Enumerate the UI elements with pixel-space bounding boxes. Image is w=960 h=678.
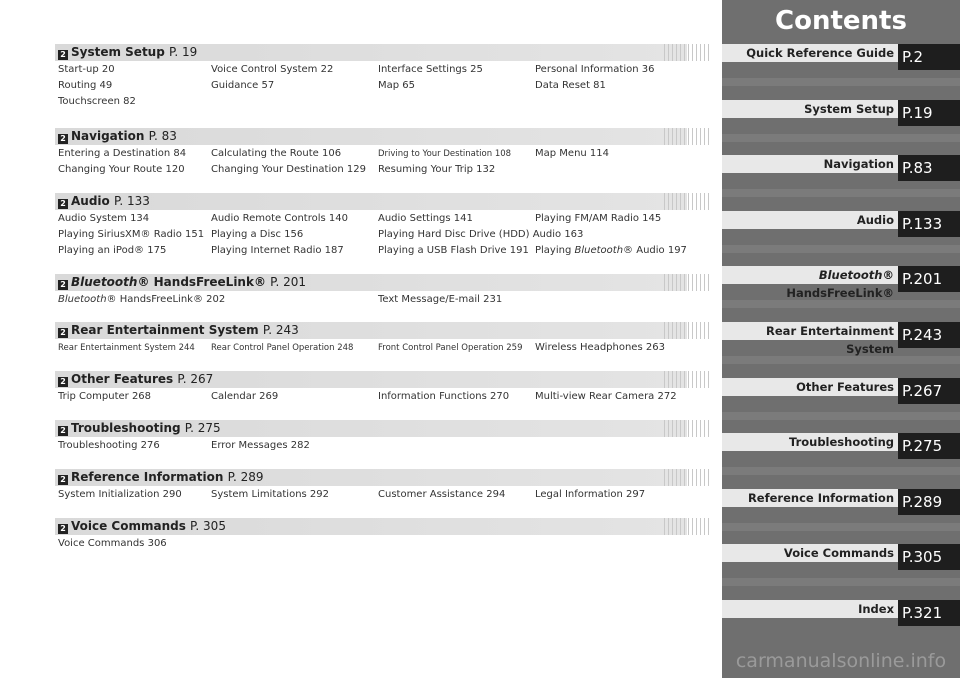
- section-header[interactable]: [55, 44, 687, 61]
- sidebar-tab-label: System Setup: [722, 100, 898, 118]
- decorative-stripes: [664, 322, 709, 339]
- section-navigation: [55, 128, 687, 178]
- decorative-stripes: [664, 518, 709, 535]
- sidebar-divider: [722, 134, 960, 142]
- sidebar-divider: [722, 523, 960, 531]
- sidebar-tab-page: P.275: [898, 433, 960, 459]
- toc-link[interactable]: Calculating the Route 106: [211, 148, 342, 159]
- toc-link[interactable]: Start-up 20: [58, 64, 115, 75]
- section-header[interactable]: [55, 193, 687, 210]
- sidebar-divider: [722, 356, 960, 364]
- toc-link[interactable]: Wireless Headphones 263: [535, 342, 665, 353]
- section-title: Other Features: [71, 372, 174, 386]
- toc-link[interactable]: Audio System 134: [58, 213, 150, 224]
- toc-link[interactable]: Resuming Your Trip 132: [378, 164, 496, 175]
- list-row: [55, 94, 687, 110]
- sidebar-tab-page: P.19: [898, 100, 960, 126]
- section-title: Voice Commands: [71, 519, 186, 533]
- section-troubleshooting: [55, 420, 687, 454]
- link-arrow-icon: 2: [58, 377, 68, 387]
- toc-link[interactable]: Changing Your Route 120: [58, 164, 185, 175]
- toc-link[interactable]: Personal Information 36: [535, 64, 655, 75]
- toc-link[interactable]: Data Reset 81: [535, 80, 606, 91]
- sidebar-tab-page: P.305: [898, 544, 960, 570]
- section-page: P. 201: [270, 275, 307, 289]
- section-title: Reference Information: [71, 470, 224, 484]
- list-row: [55, 78, 687, 94]
- toc-link[interactable]: Guidance 57: [211, 80, 275, 91]
- list-row: [55, 62, 687, 78]
- sidebar-tab-page: P.201: [898, 266, 960, 292]
- section-rear-entertainment: [55, 322, 687, 356]
- sidebar-divider: [722, 578, 960, 586]
- list-row: [55, 438, 687, 454]
- toc-link[interactable]: Front Control Panel Operation 259: [378, 343, 523, 353]
- section-reference-information: [55, 469, 687, 503]
- sidebar-tab-label: Quick Reference Guide: [722, 44, 898, 62]
- section-page: P. 83: [148, 129, 177, 143]
- sidebar-tab-label: Troubleshooting: [722, 433, 898, 451]
- toc-link[interactable]: Voice Control System 22: [211, 64, 334, 75]
- decorative-stripes: [664, 469, 709, 486]
- link-arrow-icon: 2: [58, 328, 68, 338]
- link-arrow-icon: 2: [58, 199, 68, 209]
- link-arrow-icon: 2: [58, 426, 68, 436]
- sidebar-tab-label: Audio: [722, 211, 898, 229]
- sidebar-divider: [722, 300, 960, 308]
- toc-link[interactable]: Routing 49: [58, 80, 113, 91]
- toc-link[interactable]: Touchscreen 82: [58, 96, 136, 107]
- sidebar-tab-label: Index: [722, 600, 898, 618]
- toc-link[interactable]: Troubleshooting 276: [58, 440, 160, 451]
- section-title: System Setup: [71, 45, 165, 59]
- section-title: Bluetooth® HandsFreeLink®: [71, 275, 266, 289]
- watermark: carmanualsonline.info: [735, 650, 947, 672]
- toc-link[interactable]: Error Messages 282: [211, 440, 310, 451]
- section-page: P. 289: [227, 470, 264, 484]
- contents-sidebar: [722, 0, 960, 678]
- section-header[interactable]: [55, 371, 687, 388]
- toc-link[interactable]: Multi-view Rear Camera 272: [535, 391, 677, 402]
- toc-link[interactable]: Playing Bluetooth® Audio 197: [535, 245, 687, 256]
- section-page: P. 133: [113, 194, 150, 208]
- toc-link[interactable]: System Initialization 290: [58, 489, 182, 500]
- toc-link[interactable]: Bluetooth® HandsFreeLink® 202: [58, 294, 226, 305]
- sidebar-tab-quick-reference-guide[interactable]: [722, 44, 960, 70]
- sidebar-tab-bluetooth[interactable]: [722, 266, 960, 301]
- sidebar-tab-page: P.133: [898, 211, 960, 237]
- toc-link[interactable]: Calendar 269: [211, 391, 279, 402]
- section-header[interactable]: [55, 322, 687, 339]
- sidebar-tab-page: P.2: [898, 44, 960, 70]
- toc-link[interactable]: Trip Computer 268: [58, 391, 152, 402]
- page-title: Contents: [775, 6, 907, 36]
- toc-link[interactable]: Customer Assistance 294: [378, 489, 506, 500]
- toc-link[interactable]: Interface Settings 25: [378, 64, 483, 75]
- toc-link[interactable]: Changing Your Destination 129: [211, 164, 366, 175]
- sidebar-tab-troubleshooting[interactable]: [722, 433, 960, 459]
- toc-link[interactable]: Playing SiriusXM® Radio 151: [58, 229, 205, 240]
- list-row: [55, 292, 687, 308]
- sidebar-tab-other-features[interactable]: [722, 378, 960, 404]
- section-audio: [55, 193, 687, 259]
- toc-link[interactable]: Playing Internet Radio 187: [211, 245, 344, 256]
- sidebar-tab-page: P.321: [898, 600, 960, 626]
- section-page: P. 305: [190, 519, 226, 533]
- sidebar-tab-rear-entertainment-system[interactable]: [722, 322, 960, 356]
- list-row: [55, 340, 687, 356]
- section-title: Rear Entertainment System: [71, 323, 259, 337]
- decorative-stripes: [664, 193, 709, 210]
- section-other-features: [55, 371, 687, 405]
- list-row: [55, 389, 687, 405]
- section-page: P. 267: [177, 372, 214, 386]
- sidebar-divider: [722, 412, 960, 420]
- toc-link[interactable]: Map Menu 114: [535, 148, 610, 159]
- sidebar-tab-label: Navigation: [722, 155, 898, 173]
- toc-link[interactable]: Rear Entertainment System 244: [58, 343, 195, 353]
- section-header[interactable]: [55, 518, 687, 535]
- decorative-stripes: [664, 371, 709, 388]
- section-voice-commands: [55, 518, 687, 552]
- toc-link[interactable]: Playing FM/AM Radio 145: [535, 213, 662, 224]
- section-title: Audio: [71, 194, 110, 208]
- section-title: Navigation: [71, 129, 145, 143]
- list-row: [55, 227, 687, 243]
- sidebar-divider: [722, 78, 960, 86]
- list-row: [55, 487, 687, 503]
- sidebar-divider: [722, 245, 960, 253]
- section-system-setup: [55, 44, 687, 110]
- toc-link[interactable]: Driving to Your Destination 108: [378, 149, 512, 159]
- sidebar-tab-label: Other Features: [722, 378, 898, 396]
- link-arrow-icon: 2: [58, 524, 68, 534]
- toc-link[interactable]: Playing Hard Disc Drive (HDD) Audio 163: [378, 229, 584, 240]
- list-row: [55, 243, 687, 259]
- list-row: [55, 536, 687, 552]
- sidebar-tab-index[interactable]: [722, 600, 960, 626]
- section-header[interactable]: [55, 469, 687, 486]
- sidebar-tab-system-setup[interactable]: [722, 100, 960, 126]
- link-arrow-icon: 2: [58, 475, 68, 485]
- toc-link[interactable]: Playing an iPod® 175: [58, 245, 167, 256]
- section-header[interactable]: [55, 420, 687, 437]
- toc-link[interactable]: Audio Settings 141: [378, 213, 473, 224]
- toc-link[interactable]: Entering a Destination 84: [58, 148, 187, 159]
- toc-link[interactable]: Voice Commands 306: [58, 538, 167, 549]
- sidebar-tab-reference-information[interactable]: [722, 489, 960, 515]
- decorative-stripes: [664, 128, 709, 145]
- link-arrow-icon: 2: [58, 280, 68, 290]
- list-row: [55, 146, 687, 162]
- link-arrow-icon: 2: [58, 50, 68, 60]
- sidebar-tab-audio[interactable]: [722, 211, 960, 237]
- sidebar-divider: [722, 189, 960, 197]
- decorative-stripes: [664, 44, 709, 61]
- sidebar-tab-page: P.83: [898, 155, 960, 181]
- toc-link[interactable]: Audio Remote Controls 140: [211, 213, 348, 224]
- toc-link[interactable]: Rear Control Panel Operation 248: [211, 343, 354, 353]
- sidebar-tab-page: P.267: [898, 378, 960, 404]
- list-row: [55, 162, 687, 178]
- decorative-stripes: [664, 420, 709, 437]
- section-header[interactable]: [55, 274, 687, 291]
- link-arrow-icon: 2: [58, 134, 68, 144]
- sidebar-tab-page: P.243: [898, 322, 960, 348]
- decorative-stripes: [664, 274, 709, 291]
- toc-link[interactable]: Playing a Disc 156: [211, 229, 304, 240]
- sidebar-tab-voice-commands[interactable]: [722, 544, 960, 570]
- section-page: P. 275: [184, 421, 221, 435]
- toc-link[interactable]: Information Functions 270: [378, 391, 510, 402]
- sidebar-tab-label: Rear Entertainment System: [722, 322, 898, 340]
- list-row: [55, 211, 687, 227]
- section-bluetooth: [55, 274, 687, 308]
- toc-link[interactable]: Text Message/E-mail 231: [378, 294, 503, 305]
- sidebar-tab-navigation[interactable]: [722, 155, 960, 181]
- section-page: P. 19: [169, 45, 198, 59]
- sidebar-tab-page: P.289: [898, 489, 960, 515]
- section-header[interactable]: [55, 128, 687, 145]
- toc-link[interactable]: System Limitations 292: [211, 489, 330, 500]
- sidebar-tab-label: Voice Commands: [722, 544, 898, 562]
- sidebar-tab-label: Bluetooth® HandsFreeLink®: [722, 266, 898, 284]
- toc-link[interactable]: Playing a USB Flash Drive 191: [378, 245, 529, 256]
- section-title: Troubleshooting: [71, 421, 181, 435]
- section-page: P. 243: [262, 323, 299, 337]
- toc-link[interactable]: Legal Information 297: [535, 489, 646, 500]
- sidebar-tab-label: Reference Information: [722, 489, 898, 507]
- sidebar-divider: [722, 467, 960, 475]
- toc-link[interactable]: Map 65: [378, 80, 416, 91]
